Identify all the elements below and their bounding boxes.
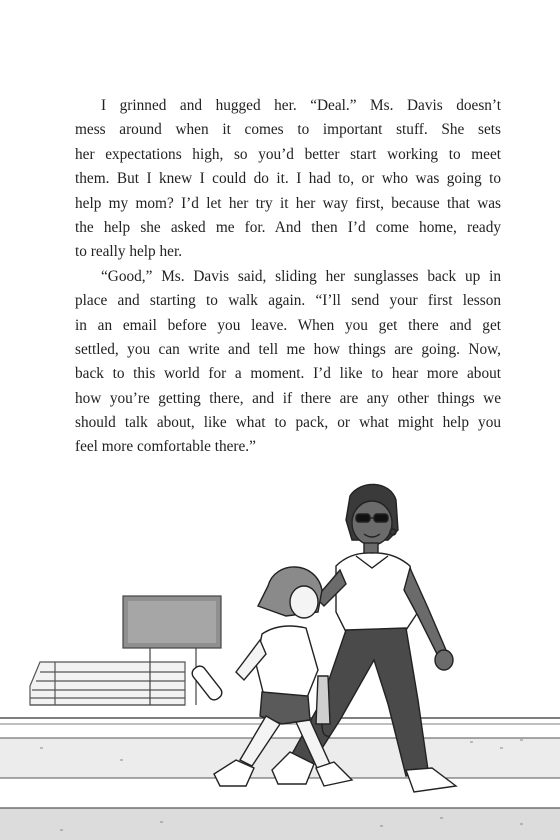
text-line: them. But I knew I could do it. I had to, or who was going to [75, 170, 501, 188]
text-line: how you’re getting there, and if there are any other things we [75, 389, 501, 407]
paragraph-1 [75, 94, 501, 265]
text-line: I grinned and hugged her. “Deal.” Ms. Davis doesn’t [101, 97, 501, 114]
text-line: her expectations high, so you’d better start working to meet [75, 145, 501, 163]
text-line: in an email before you leave. When you get there and get [75, 316, 501, 334]
text-line: settled, you can write and tell me how things are going. Now, [75, 340, 501, 358]
text-line: to really help her. [75, 243, 183, 261]
bleachers [30, 662, 185, 705]
text-line: feel more comfortable there.” [75, 438, 256, 456]
text-line: the help she asked me for. And then I’d come home, ready [75, 218, 501, 236]
text-line: should talk about, like what to pack, or what might help you [75, 414, 501, 432]
body-text [75, 94, 501, 460]
text-line: place and starting to walk again. “I’ll send your first lesson [75, 292, 501, 310]
text-line: mess around when it comes to important stuff. She sets [75, 121, 501, 139]
walking-illustration [0, 470, 560, 840]
text-line: “Good,” Ms. Davis said, sliding her sunglasses back up in [101, 267, 501, 285]
text-line: back to this world for a moment. I’d like to hear more about [75, 365, 501, 383]
text-line: help my mom? I’d let her try it her way first, because that was [75, 194, 501, 212]
paragraph-2 [75, 265, 501, 460]
